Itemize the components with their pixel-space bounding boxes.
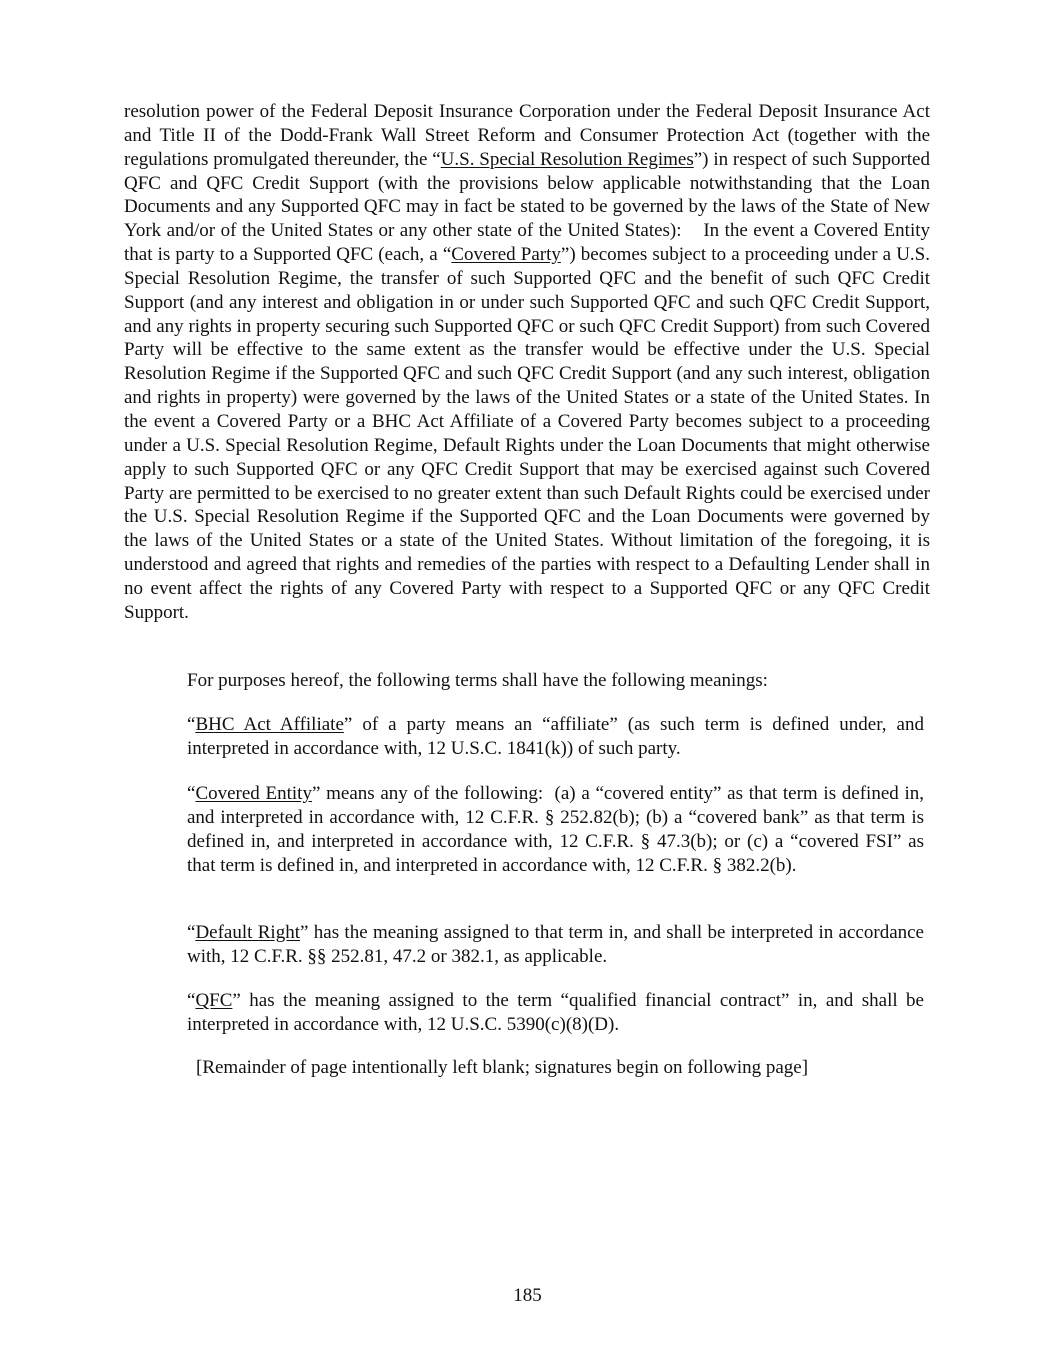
definition-qfc [187,989,924,1037]
defined-term-us-special-resolution-regimes: U.S. Special Resolution Regimes [440,148,694,170]
definition-open-quote: “ [187,783,196,804]
definition-covered-entity [187,782,924,877]
definition-term: Default Right [195,922,300,943]
definition-text: ” has the meaning assigned to the term “qualified financial contract” in, and shall be interpreted in accordance with, 12 U.S.C. 5390(c)(8)(D). [187,990,924,1035]
definition-term: Covered Entity [195,783,312,804]
body-paragraph-text-1: resolution power of the Federal Deposit Insurance Corporation under the Federal Deposit Insurance Act and Title II of the Dodd-Frank Wall Street Reform and Consumer Protection Act (together with the regulations promulgated thereunder, the “ [124,101,930,170]
page-number: 185 [513,1285,542,1306]
definitions-intro: For purposes hereof, the following terms shall have the following meanings: [187,670,768,691]
defined-term-covered-party: Covered Party [451,244,561,266]
definition-open-quote: “ [187,990,196,1011]
body-paragraph-text-2: ”) in respect of such Supported QFC and QFC Credit Support (with the provisions below applicable notwithstanding that the Loan Documents and any Supported QFC may in fact be stated to be governed by the laws of the State of New York and/or of the United States or any other state of the United States): In the event a Covered Entity that is party to a Supported QFC (each, a “ [124,148,930,266]
remainder-note: [Remainder of page intentionally left blank; signatures begin on following page] [196,1057,809,1078]
definition-default-right [187,921,924,969]
definition-term: QFC [195,990,233,1011]
definition-text: ” of a party means an “affiliate” (as such term is defined under, and interpreted in accordance with, 12 U.S.C. 1841(k)) of such party. [187,714,924,759]
definition-term: BHC Act Affiliate [195,714,344,735]
definition-text: ” has the meaning assigned to that term in, and shall be interpreted in accordance with, 12 C.F.R. §§ 252.81, 47.2 or 382.1, as applicable. [187,922,924,967]
definition-open-quote: “ [187,922,196,943]
definition-bhc-act-affiliate [187,713,924,761]
body-paragraph [124,100,930,625]
definition-open-quote: “ [187,714,196,735]
definition-text: ” means any of the following: (a) a “covered entity” as that term is defined in, and interpreted in accordance with, 12 C.F.R. § 252.82(b); (b) a “covered bank” as that term is defined in, and interpreted in accordance with, 12 C.F.R. § 47.3(b); or (c) a “covered FSI” as that term is defined in, and interpreted in accordance with, 12 C.F.R. § 382.2(b). [187,783,925,876]
body-paragraph-text-3: ”) becomes subject to a proceeding under a U.S. Special Resolution Regime, the transfer of such Supported QFC and the benefit of such QFC Credit Support (and any interest and obligation in or under such Supported QFC and such QFC Credit Support, and any rights in property securing such Supported QFC or such QFC Credit Support) from such Covered Party will be effective to the same extent as the transfer would be effective under the U.S. Special Resolution Regime if the Supported QFC and such QFC Credit Support (and any such interest, obligation and rights in property) were governed by the laws of the United States or a state of the United States. In the event a Covered Party or a BHC Act Affiliate of a Covered Party becomes subject to a proceeding under a U.S. Special Resolution Regime, Default Rights under the Loan Documents that might otherwise apply to such Supported QFC or any QFC Credit Support that may be exercised against such Covered Party are permitted to be exercised to no greater extent than such Default Rights could be exercised under the U.S. Special Resolution Regime if the Supported QFC and the Loan Documents were governed by the laws of the United States or a state of the United States. Without limitation of the foregoing, it is understood and agreed that rights and remedies of the parties with respect to a Defaulting Lender shall in no event affect the rights of any Covered Party with respect to a Supported QFC or any QFC Credit Support. [124,244,930,623]
